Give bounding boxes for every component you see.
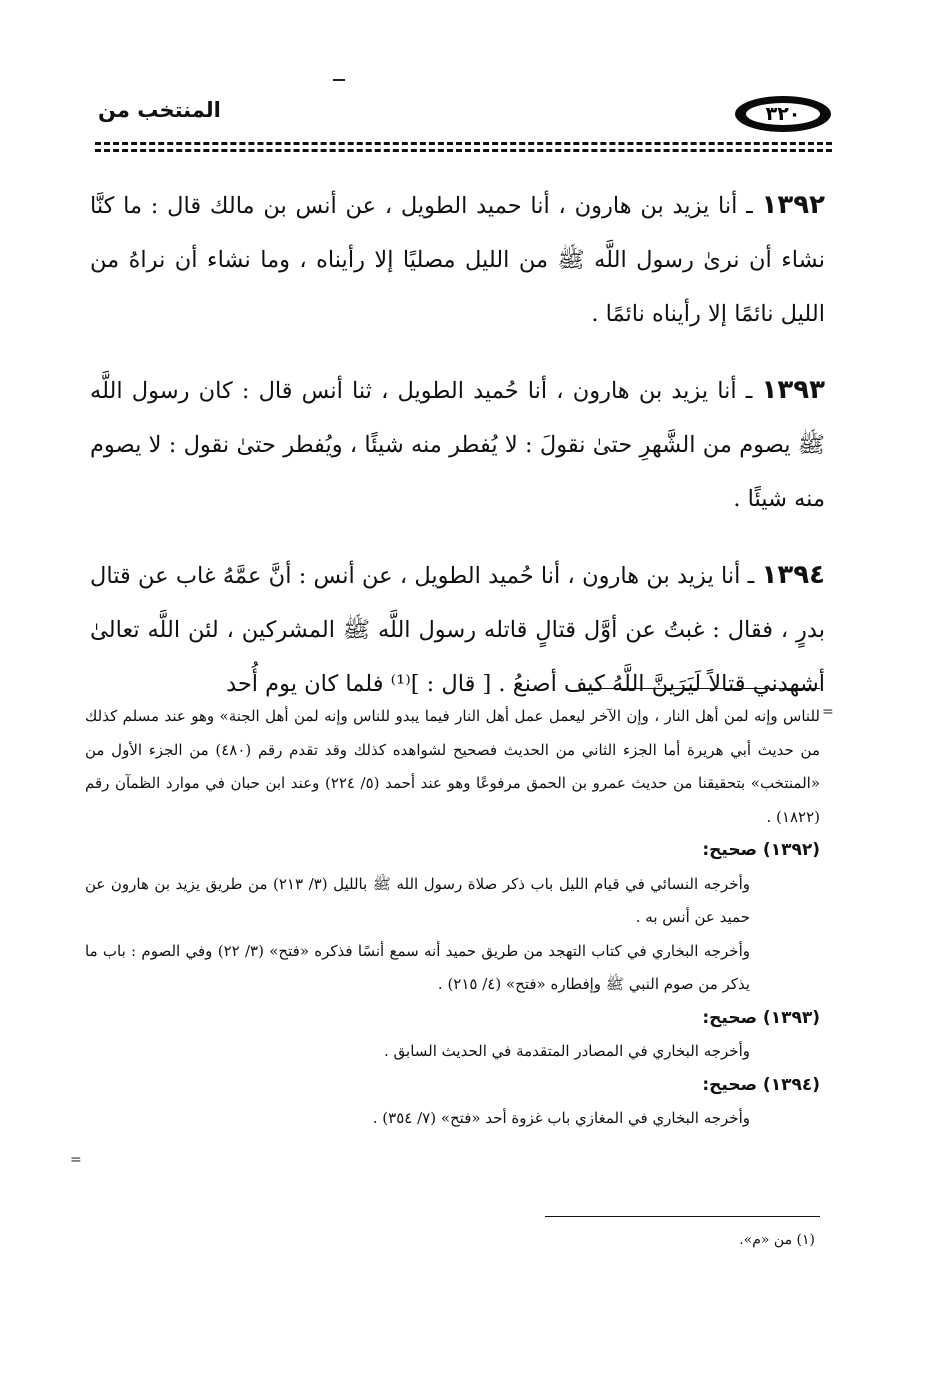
hadith-text: ـ أنا يزيد بن هارون ، أنا حُميد الطويل ، عن أنس : أنَّ عمَّهُ غاب عن قتال بدرٍ ، فقال : غبتُ عن أوَّل قتالٍ قاتله رسول اللَّه ﷺ المشركين ، لئن اللَّه تعالىٰ أشهدني قتالاً لَيَرَينَّ اللَّهُ كيف أصنعُ . [ قال : ]⁽¹⁾ فلما كان يوم أُحد bbox=[90, 563, 825, 697]
note-heading-1394: (١٣٩٤) صحيح: bbox=[702, 1074, 820, 1095]
main-text bbox=[90, 178, 825, 733]
page-number: ٣٢٠ bbox=[746, 103, 820, 125]
margin-mark: = bbox=[70, 1152, 82, 1168]
page-number-badge bbox=[735, 96, 831, 132]
note-carryover: للناس وإنه لمن أهل النار ، وإن الآخر ليعمل عمل أهل النار فيما يبدو للناس وإنه لمن أهل الجنة» وهو عند مسلم كذلك من حديث أبي هريرة أما الجزء الثاني من الحديث فصحيح لشواهده كذلك وقد تقدم رقم (٤٨٠) من الجزء الأول من «المنتخب» بتحقيقنا من حديث عمرو بن الحمق مرفوعًا وهو عند أحمد (٥/ ٢٢٤) وعند ابن حبان في موارد الظمآن رقم (١٨٢٢) . bbox=[85, 707, 820, 826]
running-title: المنتخب من bbox=[98, 98, 221, 122]
hadith-number: ١٣٩٤ bbox=[761, 560, 825, 590]
hadith-1394 bbox=[90, 548, 825, 711]
footnote: (١) من «م». bbox=[739, 1232, 815, 1248]
note-text: وأخرجه النسائي في قيام الليل باب ذكر صلاة رسول الله ﷺ بالليل (٣/ ٢١٣) من طريق يزيد بن هارون عن حميد عن أنس به . bbox=[85, 874, 750, 926]
note-text: وأخرجه البخاري في المغازي باب غزوة أحد «فتح» (٧/ ٣٥٤) . bbox=[372, 1109, 750, 1127]
hadith-text: ـ أنا يزيد بن هارون ، أنا حُميد الطويل ، ثنا أنس قال : كان رسول اللَّه ﷺ يصوم من الشَّهرِ حتىٰ نقولَ : لا يُفطر منه شيئًا ، ويُفطر حتىٰ نقول : لا يصوم منه شيئًا . bbox=[90, 378, 825, 512]
takhrij-notes bbox=[85, 700, 820, 1136]
note-heading-1393: (١٣٩٣) صحيح: bbox=[702, 1007, 820, 1028]
header-rule bbox=[95, 149, 832, 152]
header-rule bbox=[95, 142, 832, 145]
hadith-1393 bbox=[90, 363, 825, 526]
note-text: وأخرجه البخاري في المصادر المتقدمة في الحديث السابق . bbox=[384, 1042, 750, 1060]
notes-separator bbox=[580, 688, 820, 689]
footnote-separator bbox=[545, 1216, 820, 1217]
hadith-number: ١٣٩٢ bbox=[761, 190, 826, 220]
top-dash-mark bbox=[333, 79, 345, 81]
hadith-1392 bbox=[90, 178, 825, 341]
note-text: وأخرجه البخاري في كتاب التهجد من طريق حميد أنه سمع أنسًا فذكره «فتح» (٣/ ٢٢) وفي الصوم : باب ما يذكر من صوم النبي ﷺ وإفطاره «فتح» (٤/ ٢١٥) . bbox=[85, 941, 750, 993]
page-header bbox=[95, 92, 835, 142]
hadith-text: ـ أنا يزيد بن هارون ، أنا حميد الطويل ، عن أنس بن مالك قال : ما كنَّا نشاء أن نرىٰ رسول اللَّه ﷺ من الليل مصليًا إلا رأيناه ، وما نشاء أن نراهُ من الليل نائمًا إلا رأيناه نائمًا . bbox=[90, 193, 825, 327]
note-heading-1392: (١٣٩٢) صحيح: bbox=[702, 840, 820, 860]
hadith-number: ١٣٩٣ bbox=[761, 375, 826, 405]
margin-mark: = bbox=[822, 704, 834, 720]
